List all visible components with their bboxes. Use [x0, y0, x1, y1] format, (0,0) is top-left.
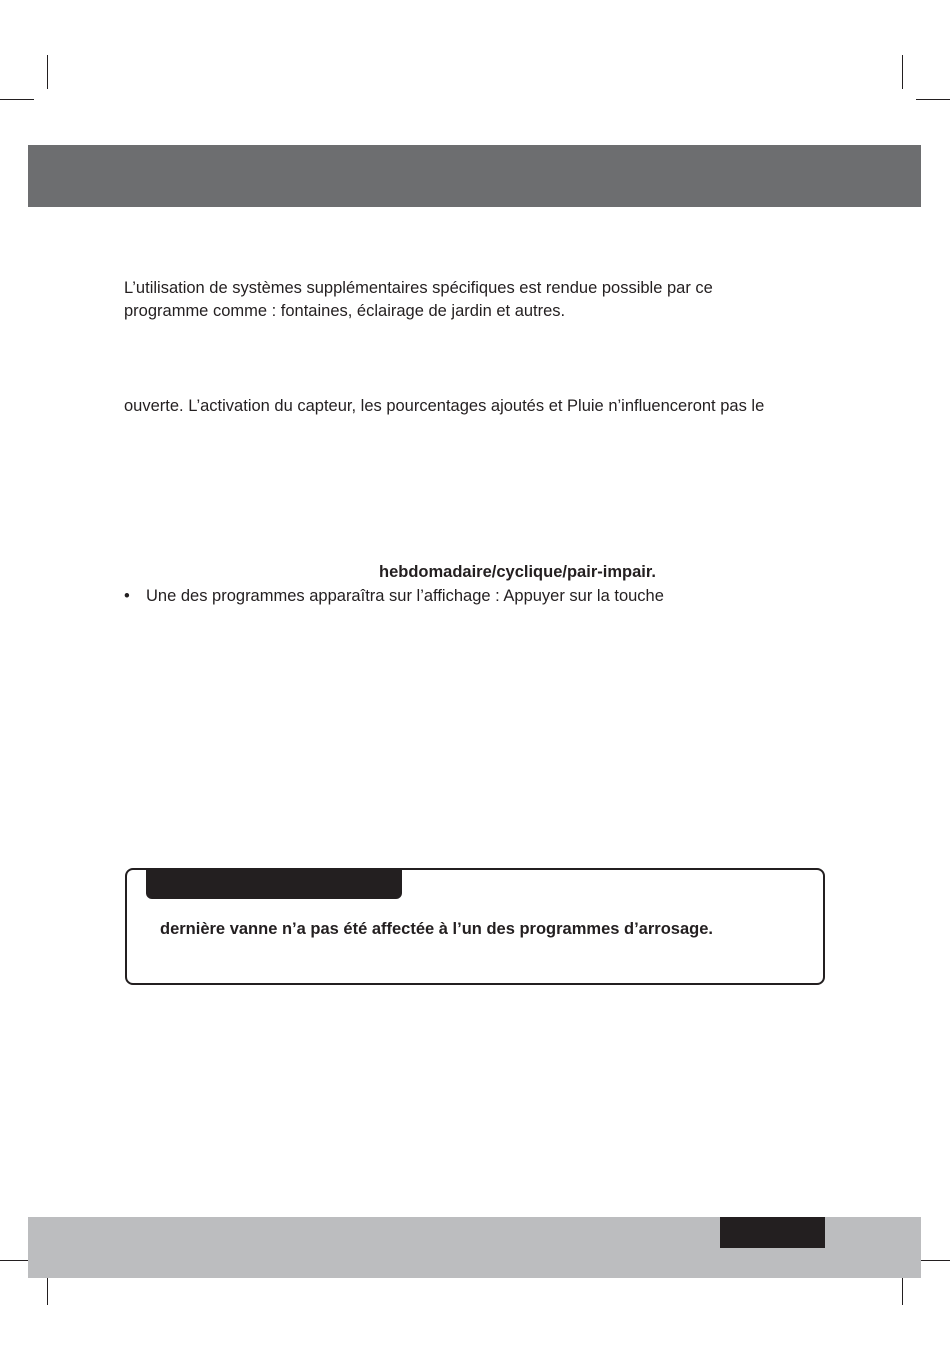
program-types-label: hebdomadaire/cyclique/pair-impair.	[379, 563, 656, 581]
header-band	[28, 145, 921, 207]
crop-mark-top-right-horizontal	[916, 99, 950, 100]
crop-mark-top-right-vertical	[902, 55, 903, 89]
page-number-tab	[720, 1217, 825, 1248]
note-box-text: dernière vanne n’a pas été affectée à l’un des programmes d’arrosage.	[160, 920, 713, 938]
crop-mark-top-left-horizontal	[0, 99, 34, 100]
note-box	[125, 868, 825, 985]
note-box-header-tab	[146, 868, 402, 899]
intro-line-1: L’utilisation de systèmes supplémentaires spécifiques est rendue possible par ce	[124, 279, 713, 297]
sensor-note-line: ouverte. L’activation du capteur, les pourcentages ajoutés et Pluie n’influenceront pas le	[124, 397, 765, 415]
step-item-1: Une des programmes apparaîtra sur l’affichage : Appuyer sur la touche	[146, 587, 664, 605]
bullet-marker: •	[124, 587, 130, 605]
crop-mark-top-left-vertical	[47, 55, 48, 89]
crop-mark-bottom-right-horizontal	[916, 1260, 950, 1261]
intro-line-2: programme comme : fontaines, éclairage de jardin et autres.	[124, 302, 566, 320]
